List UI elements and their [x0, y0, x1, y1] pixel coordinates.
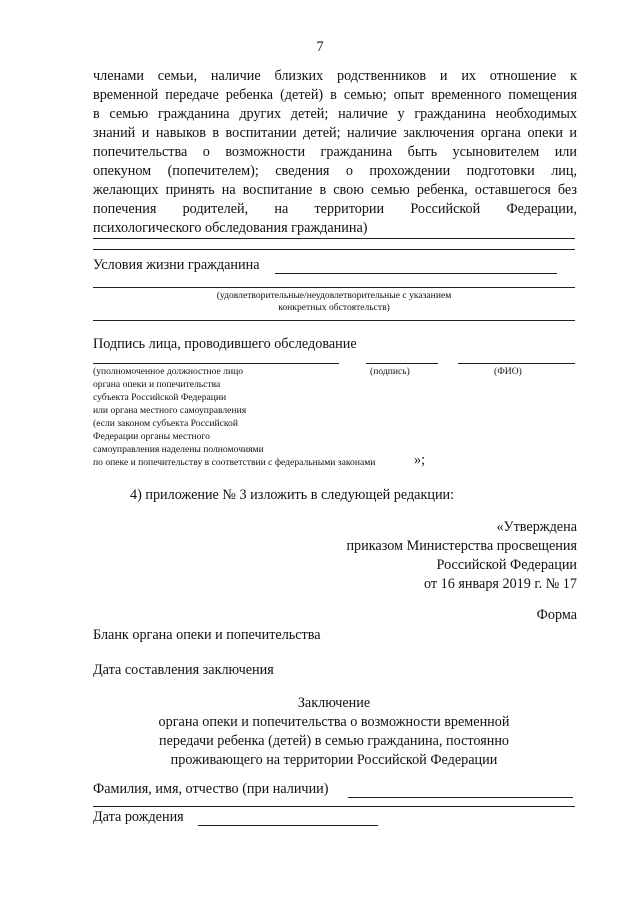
living-conditions-note: (удовлетворительные/неудовлетворительные с указанием — [216, 290, 452, 301]
approval-line: приказом Министерства просвещения — [346, 538, 577, 554]
blank-line — [93, 249, 575, 250]
official-line: по опеке и попечительству в соответствии с федеральными законами — [93, 457, 376, 468]
closing-quote: »; — [414, 452, 426, 468]
official-line: субъекта Российской Федерации — [93, 392, 227, 403]
approval-line: «Утверждена — [496, 519, 577, 535]
conclusion-title-line: Заключение — [297, 695, 371, 711]
paragraph-line: попечения родителей, на территории Российской Федерации, — [93, 201, 577, 217]
blank-line — [93, 320, 575, 321]
fio-input-line — [348, 797, 573, 798]
official-line: или органа местного самоуправления — [93, 405, 247, 416]
official-line: (уполномоченное должностное лицо — [93, 366, 244, 377]
signature-caption: (подпись) — [370, 366, 410, 377]
page-number: 7 — [316, 39, 324, 55]
paragraph-line: попечительства о возможности гражданина быть усыновителем или — [93, 144, 577, 160]
blank-line — [93, 806, 575, 807]
living-conditions-note: конкретных обстоятельств) — [278, 302, 390, 313]
paragraph-line: психологического обследования гражданина) — [93, 220, 368, 236]
official-line: (если законом субъекта Российской — [93, 418, 238, 429]
conclusion-title-line: передачи ребенка (детей) в семью гражданина, постоянно — [158, 733, 510, 749]
fio-field-line — [458, 363, 575, 364]
signature-label: Подпись лица, проводившего обследование — [93, 336, 357, 352]
paragraph-line: опекуном (попечителем); сведения о прохождении подготовки лиц, — [93, 163, 577, 179]
official-line: Федерации органы местного — [93, 431, 210, 442]
date-label: Дата составления заключения — [93, 662, 274, 678]
paragraph-line: желающих принять на воспитание в свою семью ребенка, оставшегося без — [93, 182, 577, 198]
blank-line — [93, 287, 575, 288]
paragraph-line: членами семьи, наличие близких родственников и их отношение к — [93, 68, 577, 84]
paragraph-line: в семью гражданина других детей; наличие у гражданина необходимых — [93, 106, 577, 122]
official-field-line — [93, 363, 339, 364]
approval-line: Российской Федерации — [436, 557, 577, 573]
form-label: Форма — [536, 607, 577, 623]
fio-caption: (ФИО) — [494, 366, 522, 377]
official-line: самоуправления наделены полномочиями — [93, 444, 264, 455]
living-conditions-field-line — [275, 273, 557, 274]
conclusion-title-line: органа опеки и попечительства о возможности временной — [158, 714, 510, 730]
fio-field-label: Фамилия, имя, отчество (при наличии) — [93, 781, 329, 797]
living-conditions-label: Условия жизни гражданина — [93, 257, 260, 273]
blank-line — [93, 238, 575, 239]
birth-date-label: Дата рождения — [93, 809, 184, 825]
official-line: органа опеки и попечительства — [93, 379, 221, 390]
paragraph-line: временной передаче ребенка (детей) в семью; опыт временного помещения — [93, 87, 577, 103]
conclusion-title-line: проживающего на территории Российской Федерации — [170, 752, 498, 768]
paragraph-line: знаний и навыков в воспитании детей; наличие заключения органа опеки и — [93, 125, 577, 141]
approval-line: от 16 января 2019 г. № 17 — [424, 576, 577, 592]
blank-label: Бланк органа опеки и попечительства — [93, 627, 321, 643]
birth-date-input-line — [198, 825, 378, 826]
signature-field-line — [366, 363, 438, 364]
item-4-text: 4) приложение № 3 изложить в следующей редакции: — [130, 487, 455, 503]
